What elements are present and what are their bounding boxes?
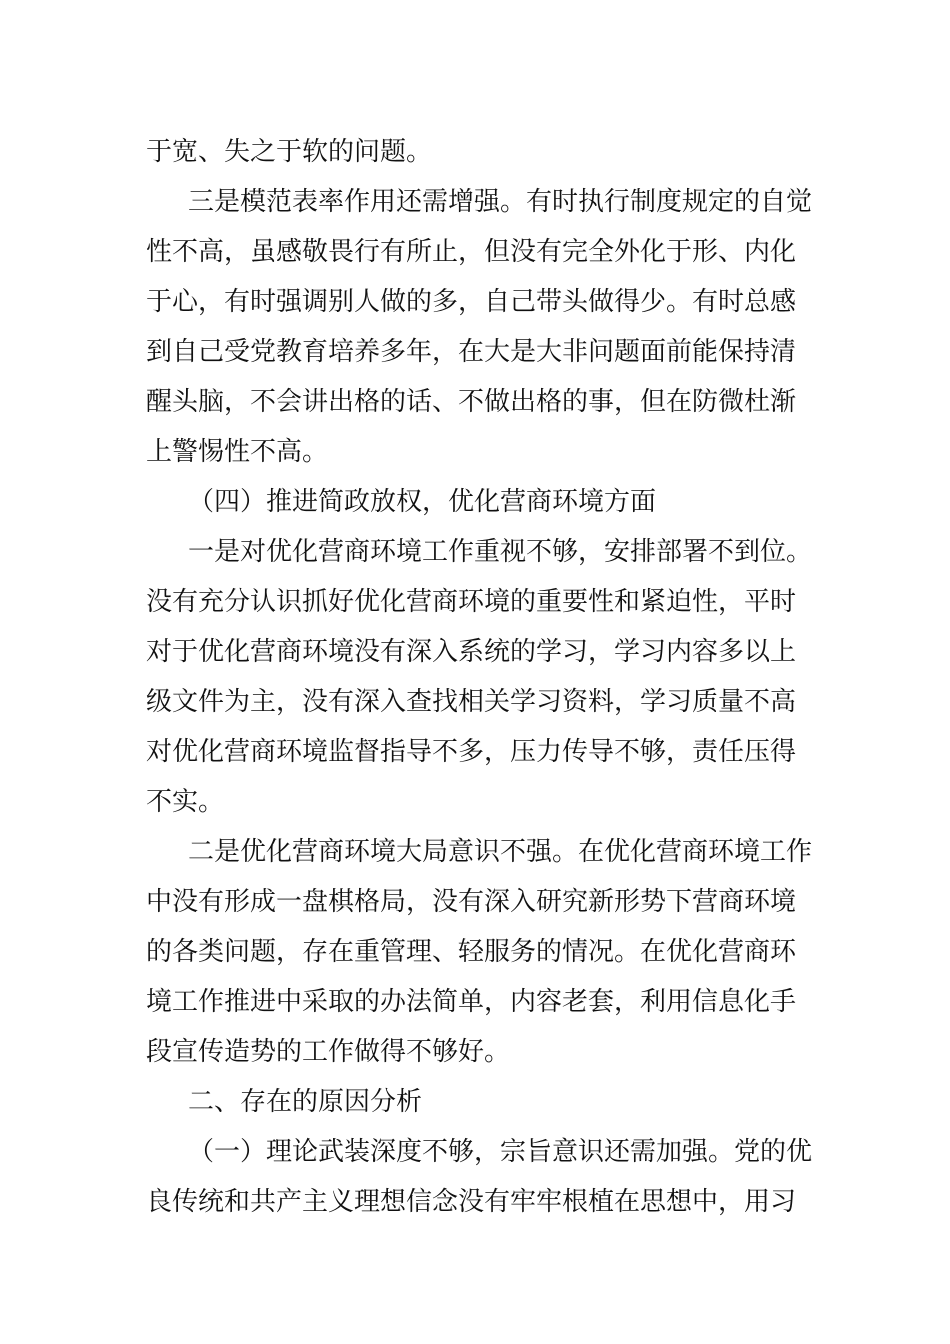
- text-line: 良传统和共产主义理想信念没有牢牢根植在思想中，用习: [146, 1187, 797, 1217]
- text-line: 没有充分认识抓好优化营商环境的重要性和紧迫性，平时: [146, 587, 797, 617]
- text-line: 中没有形成一盘棋格局，没有深入研究新形势下营商环境: [146, 887, 797, 917]
- section-heading: 二、存在的原因分析: [188, 1087, 423, 1117]
- text-line: 对于优化营商环境没有深入系统的学习，学习内容多以上: [146, 637, 797, 667]
- text-line: 三是模范表率作用还需增强。有时执行制度规定的自觉: [188, 187, 813, 217]
- text-line: 的各类问题，存在重管理、轻服务的情况。在优化营商环: [146, 937, 797, 967]
- text-line: 醒头脑，不会讲出格的话、不做出格的事，但在防微杜渐: [146, 387, 797, 417]
- text-line: 性不高，虽感敬畏行有所止，但没有完全外化于形、内化: [146, 237, 797, 267]
- text-line: 对优化营商环境监督指导不多，压力传导不够，责任压得: [146, 737, 797, 767]
- text-line: 级文件为主，没有深入查找相关学习资料，学习质量不高: [146, 687, 797, 717]
- text-line: 上警惕性不高。: [146, 437, 329, 467]
- text-line: 境工作推进中采取的办法简单，内容老套，利用信息化手: [146, 987, 797, 1017]
- text-line: 一是对优化营商环境工作重视不够，安排部署不到位。: [188, 537, 813, 567]
- text-line: 到自己受党教育培养多年，在大是大非问题面前能保持清: [146, 337, 797, 367]
- text-line: 不实。: [146, 787, 225, 817]
- text-line: 于宽、失之于软的问题。: [146, 137, 433, 167]
- text-line: （一）理论武装深度不够，宗旨意识还需加强。党的优: [188, 1137, 813, 1167]
- text-line: 二是优化营商环境大局意识不强。在优化营商环境工作: [188, 837, 813, 867]
- text-line: 段宣传造势的工作做得不够好。: [146, 1037, 511, 1067]
- section-heading: （四）推进简政放权，优化营商环境方面: [188, 487, 657, 517]
- text-line: 于心，有时强调别人做的多，自己带头做得少。有时总感: [146, 287, 797, 317]
